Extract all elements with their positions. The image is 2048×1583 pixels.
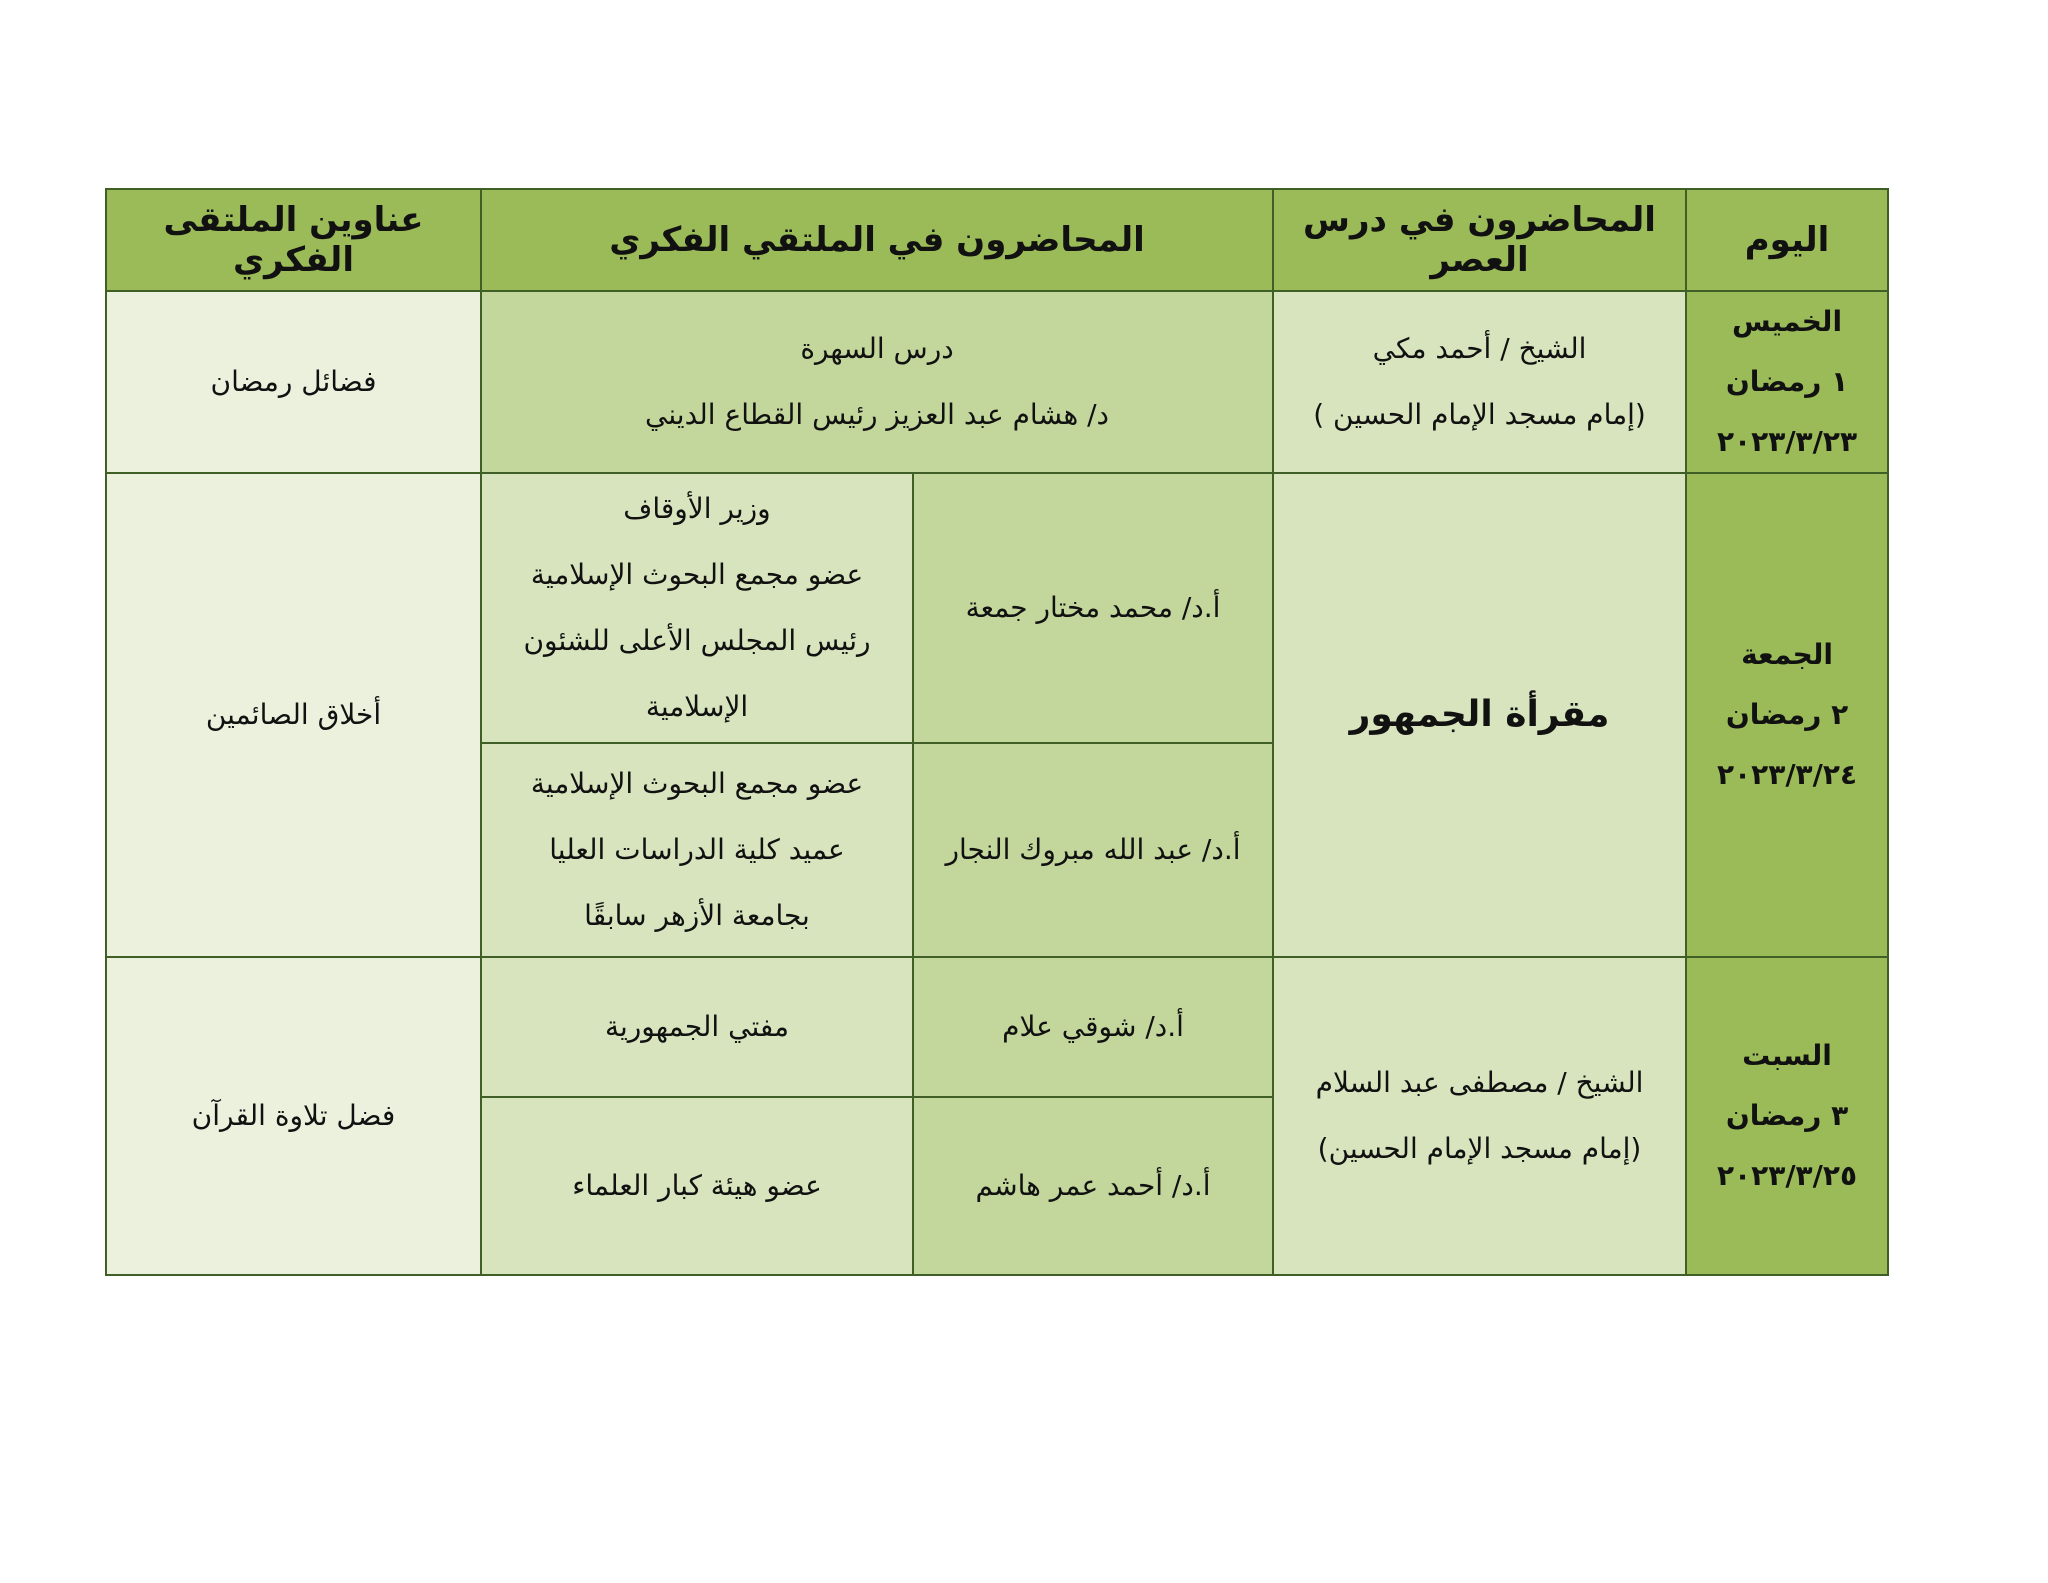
day-cell (1686, 957, 1888, 1275)
day-cell (1686, 291, 1888, 473)
day-cell (1686, 473, 1888, 957)
lecturer-desc-line: مفتي الجمهورية (604, 1010, 790, 1043)
forum-title: فضل تلاوة القرآن (191, 1099, 396, 1132)
forum-lecturer-desc-cell (481, 1097, 913, 1275)
lecturer-desc-line: عضو هيئة كبار العلماء (572, 1169, 822, 1202)
lecturer-desc-line: الإسلامية (645, 690, 749, 723)
asr-lecturer-cell (1273, 957, 1686, 1275)
forum-lecturer-name-cell (913, 743, 1273, 957)
day-name: الخميس (1731, 305, 1843, 338)
header-forum-titles: عناوين الملتقى الفكري (106, 189, 481, 291)
forum-lecturer-name-cell (913, 957, 1273, 1097)
forum-lecturer-cell (481, 291, 1273, 473)
table-row (106, 291, 1888, 473)
forum-lecturer-name-cell (913, 473, 1273, 743)
gregorian-date: ٢٠٢٣/٣/٢٣ (1716, 425, 1858, 458)
header-day: اليوم (1686, 189, 1888, 291)
day-name: السبت (1742, 1039, 1832, 1072)
forum-title-cell (106, 291, 481, 473)
forum-title-cell (106, 957, 481, 1275)
asr-lecturer-role: (إمام مسجد الإمام الحسين ) (1313, 398, 1646, 431)
forum-session-name: درس السهرة (800, 332, 954, 365)
forum-title: أخلاق الصائمين (205, 698, 382, 731)
forum-lecturer-name: د/ هشام عبد العزيز رئيس القطاع الديني (645, 398, 1110, 431)
day-name: الجمعة (1741, 638, 1833, 671)
forum-lecturer-desc-cell (481, 957, 913, 1097)
asr-lecturer-cell (1273, 291, 1686, 473)
forum-lecturer-name-cell (913, 1097, 1273, 1275)
asr-lecturer-name: الشيخ / أحمد مكي (1372, 332, 1587, 365)
ramadan-day: ٢ رمضان (1725, 698, 1849, 731)
forum-title-cell (106, 473, 481, 957)
ramadan-day: ٣ رمضان (1725, 1099, 1849, 1132)
gregorian-date: ٢٠٢٣/٣/٢٥ (1716, 1159, 1858, 1192)
gregorian-date: ٢٠٢٣/٣/٢٤ (1716, 758, 1858, 791)
asr-lecturer-cell (1273, 473, 1686, 957)
header-forum-lecturers: المحاضرون في الملتقي الفكري (481, 189, 1273, 291)
lecturer-desc-line: عضو مجمع البحوث الإسلامية (530, 558, 864, 591)
lecturer-desc-line: عضو مجمع البحوث الإسلامية (530, 767, 864, 800)
header-asr-lecturers: المحاضرون في درس العصر (1273, 189, 1686, 291)
schedule-table (105, 188, 1889, 1276)
asr-lecturer-role: (إمام مسجد الإمام الحسين) (1317, 1132, 1642, 1165)
asr-program-name: مقرأة الجمهور (1349, 694, 1610, 735)
forum-lecturer-name: أ.د/ شوقي علام (1002, 1010, 1184, 1043)
table-row (106, 957, 1888, 1097)
lecturer-desc-line: عميد كلية الدراسات العليا (549, 833, 845, 866)
lecturer-desc-line: بجامعة الأزهر سابقًا (584, 899, 810, 932)
forum-lecturer-name: أ.د/ أحمد عمر هاشم (975, 1169, 1211, 1202)
forum-lecturer-name: أ.د/ محمد مختار جمعة (965, 591, 1221, 624)
lecturer-desc-line: رئيس المجلس الأعلى للشئون (523, 624, 871, 657)
ramadan-day: ١ رمضان (1725, 365, 1849, 398)
lecturer-desc-line: وزير الأوقاف (623, 492, 771, 525)
table-row (106, 473, 1888, 743)
forum-lecturer-name: أ.د/ عبد الله مبروك النجار (945, 833, 1241, 866)
forum-lecturer-desc-cell (481, 473, 913, 743)
asr-lecturer-name: الشيخ / مصطفى عبد السلام (1315, 1066, 1644, 1099)
header-row (106, 189, 1888, 291)
forum-title: فضائل رمضان (210, 365, 377, 398)
forum-lecturer-desc-cell (481, 743, 913, 957)
